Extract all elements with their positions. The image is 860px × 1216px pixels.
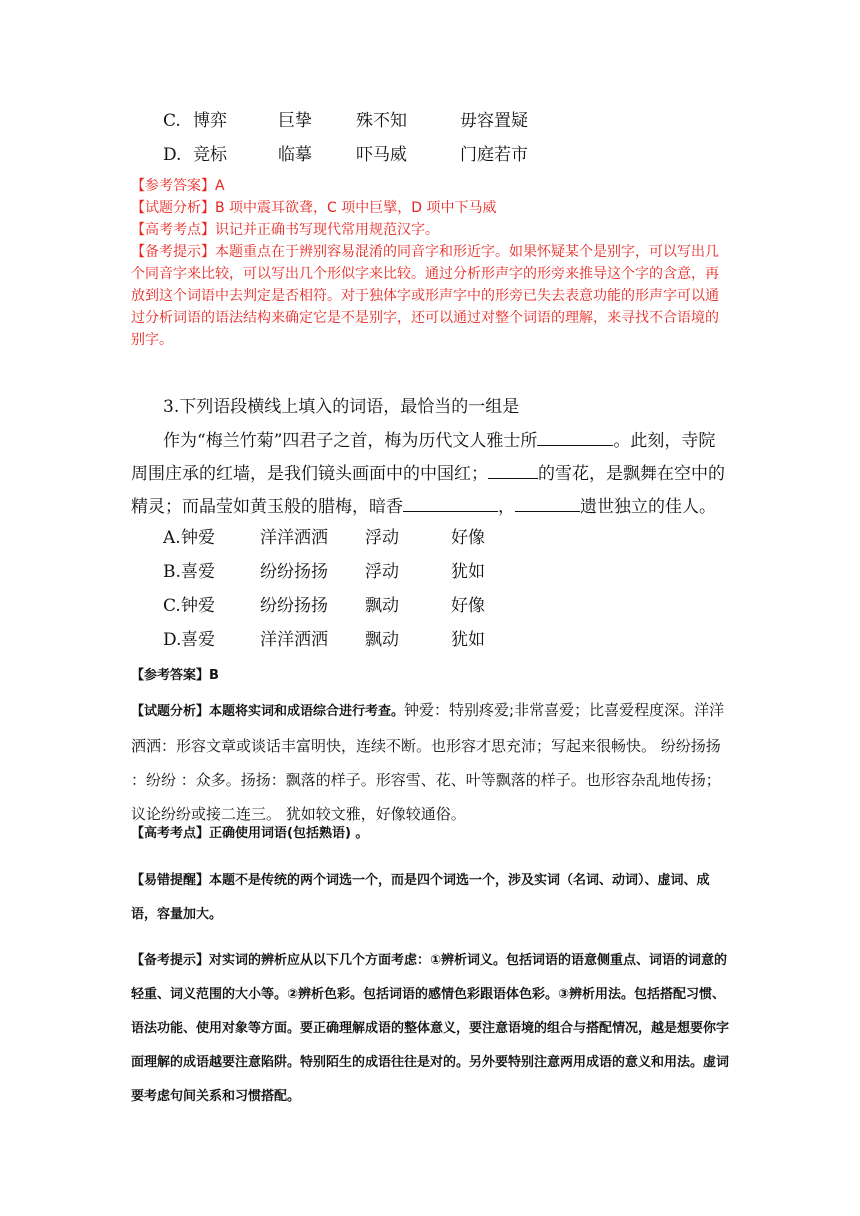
choice-item: 喜爱 bbox=[181, 562, 215, 582]
blank-1 bbox=[537, 427, 613, 446]
q3-exam-point: 【高考考点】正确使用词语(包括熟语) 。 bbox=[131, 826, 369, 841]
option-item: 博弈 bbox=[193, 111, 227, 131]
choice-item: 浮动 bbox=[365, 528, 399, 548]
q2-answer: 【参考答案】A bbox=[131, 178, 225, 194]
q3-answer: 【参考答案】B bbox=[131, 668, 219, 683]
q3-passage bbox=[131, 425, 731, 524]
choice-item: 钟爱 bbox=[181, 528, 215, 548]
choice-item: 纷纷扬扬 bbox=[260, 596, 328, 616]
option-item: 竞标 bbox=[193, 145, 227, 165]
option-item: 殊不知 bbox=[356, 111, 407, 131]
analysis-body: 钟爱：特别疼爱;非常喜爱；比喜爱程度深。洋洋洒洒：形容文章或谈话丰富明快，连续不断。也形容才思充沛；写起来很畅快。 纷纷扬扬 ：纷纷 ：众多。扬扬：飘落的样子。形容雪、花、叶等飘落的样子。也形容杂乱地传扬；议论纷纷或接二连三。 犹如较文雅，好像较通俗。 bbox=[131, 701, 725, 823]
choice-letter: C. bbox=[163, 596, 181, 616]
choice-letter: A. bbox=[163, 528, 181, 548]
choice-item: 洋洋洒洒 bbox=[260, 528, 328, 548]
choice-item: 纷纷扬扬 bbox=[260, 562, 328, 582]
blank-4 bbox=[515, 493, 580, 512]
option-letter: C. bbox=[163, 111, 181, 131]
q3-prep-tip: 【备考提示】对实词的辨析应从以下几个方面考虑：①辨析词义。包括词语的语意侧重点、词语的词意的轻重、词义范围的大小等。②辨析色彩。包括词语的感情色彩跟语体色彩。③辨析用法。包括搭配习惯、语法功能、使用对象等方面。要正确理解成语的整体意义，要注意语境的组合与搭配情况，越是想要你字面理解的成语越要注意陷阱。特别陌生的成语往往是对的。另外要特别注意两用成语的意义和用法。虚词要考虑句间关系和习惯搭配。 bbox=[131, 953, 730, 1104]
choice-item: 浮动 bbox=[365, 562, 399, 582]
option-item: 毋容置疑 bbox=[460, 111, 528, 131]
q3-title: 3.下列语段横线上填入的词语，最恰当的一组是 bbox=[163, 397, 520, 417]
choice-item: 犹如 bbox=[451, 630, 485, 650]
q2-analysis: 【试题分析】B 项中震耳欲聋，C 项中巨擘，D 项中下马威 bbox=[131, 200, 497, 216]
analysis-lead: 【试题分析】本题将实词和成语综合进行考查。 bbox=[131, 704, 405, 719]
q3-analysis bbox=[131, 693, 731, 831]
choice-letter: D. bbox=[163, 630, 182, 650]
blank-2 bbox=[488, 460, 538, 479]
option-item: 吓马威 bbox=[356, 145, 407, 165]
option-item: 临摹 bbox=[278, 145, 312, 165]
choice-item: 钟爱 bbox=[181, 596, 215, 616]
choice-item: 洋洋洒洒 bbox=[260, 630, 328, 650]
passage-text: 的雪花，是飘舞在空中的精灵；而晶莹如黄玉般的腊梅，暗香 bbox=[131, 464, 725, 517]
choice-item: 飘动 bbox=[365, 630, 399, 650]
blank-3 bbox=[403, 493, 498, 512]
q2-prep-tip: 【备考提示】本题重点在于辨别容易混淆的同音字和形近字。如果怀疑某个是别字，可以写出几个同音字来比较，可以写出几个形似字来比较。通过分析形声字的形旁来推导这个字的含意，再放到这个词语中去判定是否相符。对于独体字或形声字中的形旁已失去表意功能的形声字可以通过分析词语的语法结构来确定它是不是别字，还可以通过对整个词语的理解，来寻找不合语境的别字。 bbox=[131, 244, 719, 348]
choice-item: 犹如 bbox=[451, 562, 485, 582]
q2-exam-point: 【高考考点】识记并正确书写现代常用规范汉字。 bbox=[131, 222, 439, 238]
q3-mistake-note: 【易错提醒】本题不是传统的两个词选一个，而是四个词选一个，涉及实词（名词、动词）、虚词、成语，容量加大。 bbox=[131, 873, 710, 922]
choice-item: 飘动 bbox=[365, 596, 399, 616]
choice-item: 好像 bbox=[451, 596, 485, 616]
option-item: 巨挚 bbox=[278, 111, 312, 131]
choice-item: 好像 bbox=[451, 528, 485, 548]
option-letter: D. bbox=[163, 145, 182, 165]
passage-text: 作为“梅兰竹菊”四君子之首，梅为历代文人雅士所 bbox=[163, 431, 538, 451]
choice-letter: B. bbox=[163, 562, 181, 582]
option-item: 门庭若市 bbox=[460, 145, 528, 165]
passage-text: ， bbox=[498, 497, 515, 517]
choice-item: 喜爱 bbox=[181, 630, 215, 650]
passage-text: 遗世独立的佳人。 bbox=[580, 497, 716, 517]
passage-text: 。此刻，寺院周围庄承的红墙，是我们镜头画面中的中国红； bbox=[131, 431, 716, 484]
